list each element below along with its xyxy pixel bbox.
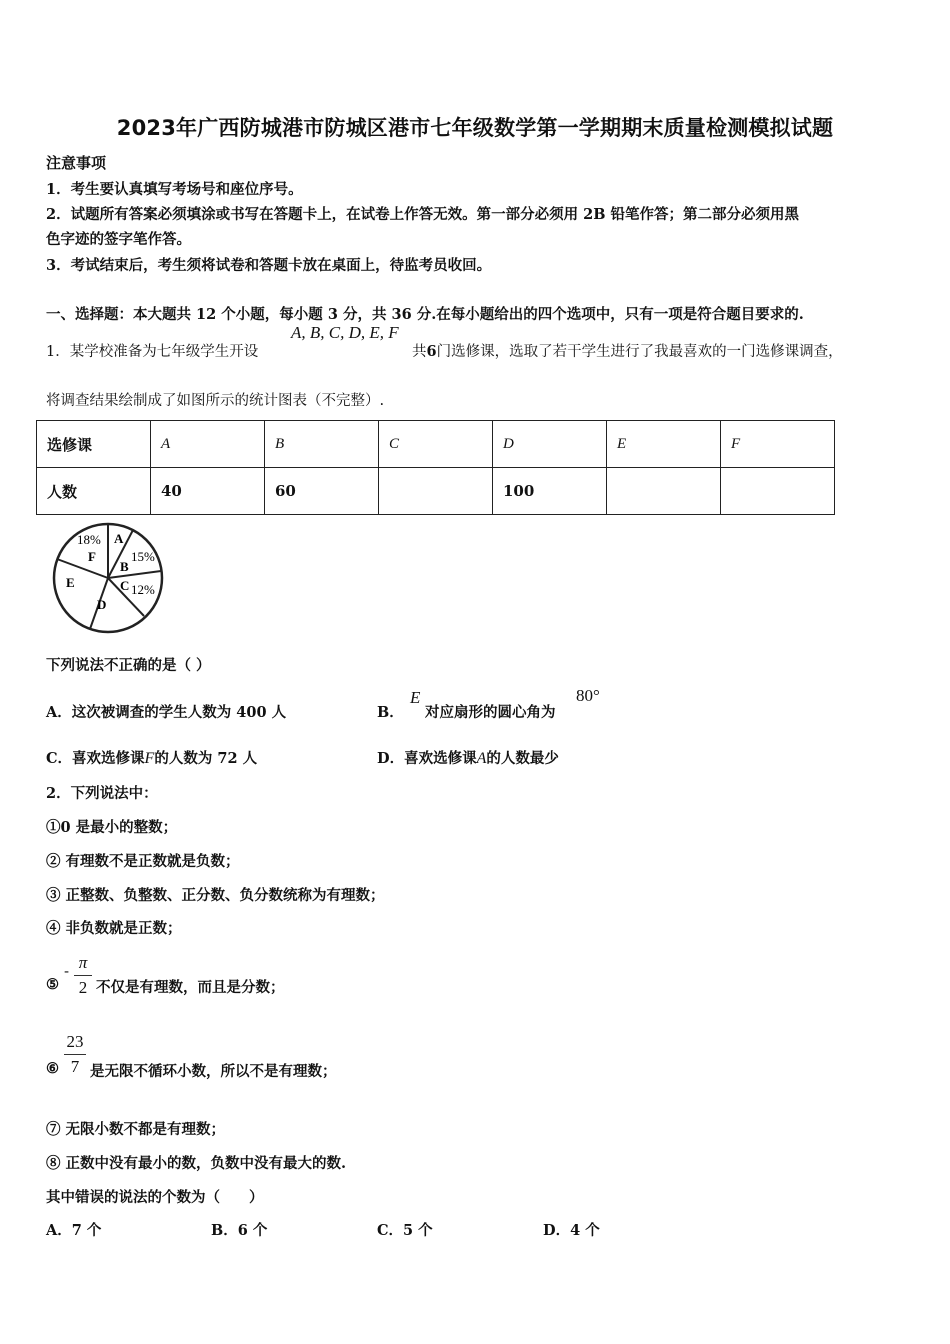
q1-option-b-value: 80°: [576, 686, 600, 705]
table-cell: [607, 468, 721, 515]
page-title: 2023年广西防城港市防城区港市七年级数学第一学期期末质量检测模拟试题: [116, 116, 834, 140]
pie-label-a: A: [114, 531, 124, 546]
fraction-numerator: 23: [66, 1032, 84, 1051]
fraction-denominator: 2: [78, 978, 88, 997]
q2-statement: ④ 非负数就是正数；: [46, 920, 182, 937]
fraction-numerator: π: [78, 953, 88, 972]
section-heading: 一、选择题：本大题共 12 个小题，每小题 3 分，共 36 分.在每小题给出的四个选项中，只有一项是符合题目要求的.: [46, 306, 804, 323]
q1-option-b-label: B．: [377, 704, 404, 721]
q1-suffix-a: 共: [412, 344, 427, 360]
table-cell: 60: [265, 468, 379, 515]
q1-option-c-var: F: [144, 750, 155, 767]
q1-option-d-pre: D．喜欢选修课: [377, 750, 477, 767]
q2-option-b: B．6 个: [211, 1222, 268, 1239]
table-cell: 100: [493, 468, 607, 515]
q1-option-b-text: 对应扇形的圆心角为: [425, 704, 556, 721]
table-cell: F: [721, 421, 835, 468]
notice-heading: 注意事项: [46, 154, 107, 172]
q1-option-c: [46, 747, 257, 768]
notice-item: 2．试题所有答案必须填涂或书写在答题卡上，在试卷上作答无效。第一部分必须用 2B 铅笔作答；第二部分必须用黑: [46, 206, 800, 223]
pie-label-e: E: [66, 575, 75, 590]
q1-option-d-post: 的人数最少: [486, 750, 559, 767]
pie-label-d: D: [97, 597, 107, 612]
q2-statement: ⑦ 无限小数不都是有理数；: [46, 1121, 226, 1138]
q2-stem: 其中错误的说法的个数为（ ）: [46, 1189, 264, 1206]
table-header: 选修课: [37, 421, 151, 468]
table-cell: C: [379, 421, 493, 468]
q1-stem: 下列说法不正确的是（ ）: [46, 657, 211, 674]
table-cell: B: [265, 421, 379, 468]
q2-s6-num: ⑥: [46, 1060, 59, 1077]
fraction-bar: [74, 975, 92, 976]
q2-statement: ⑧ 正数中没有最小的数，负数中没有最大的数.: [46, 1155, 347, 1172]
course-table: [36, 420, 835, 515]
pie-chart: [44, 516, 174, 634]
table-cell: E: [607, 421, 721, 468]
notice-item: 3．考试结束后，考生须将试卷和答题卡放在桌面上，待监考员收回。: [46, 257, 492, 274]
q1-option-d: [377, 747, 559, 768]
q2-s5-fraction: [74, 953, 92, 998]
q1-courses-math: A, B, C, D, E, F: [291, 323, 399, 342]
q2-option-a: A．7 个: [46, 1222, 102, 1239]
table-row: [37, 421, 835, 468]
q2-s6-text: 是无限不循环小数，所以不是有理数；: [90, 1063, 337, 1080]
q2-statement: ② 有理数不是正数就是负数；: [46, 853, 240, 870]
q1-prefix: 1．某学校准备为七年级学生开设: [46, 344, 259, 360]
pie-label-f: F: [88, 549, 96, 564]
q2-statement: ①0 是最小的整数；: [46, 819, 178, 836]
table-cell: [379, 468, 493, 515]
q2-heading: 2．下列说法中：: [46, 785, 158, 802]
q1-option-c-pre: C．喜欢选修课: [46, 750, 145, 767]
q1-suffix: [412, 340, 843, 361]
q2-option-d: D．4 个: [543, 1222, 600, 1239]
q1-count: 6: [426, 343, 437, 360]
fraction-denominator: 7: [70, 1057, 80, 1076]
table-row: [37, 468, 835, 515]
notice-item: 1．考生要认真填写考场号和座位序号。: [46, 181, 303, 198]
q2-s5-sign: -: [64, 962, 70, 980]
pie-pct-b: 15%: [131, 549, 155, 564]
notice-item: 色字迹的签字笔作答。: [46, 231, 191, 248]
fraction-bar: [64, 1054, 86, 1055]
q1-line2: 将调查结果绘制成了如图所示的统计图表（不完整）.: [46, 393, 385, 409]
q1-option-c-post: 的人数为 72 人: [154, 750, 258, 767]
q2-s5-num: ⑤: [46, 976, 59, 993]
table-cell: [721, 468, 835, 515]
table-header: 人数: [37, 468, 151, 515]
q2-option-c: C．5 个: [377, 1222, 433, 1239]
table-cell: D: [493, 421, 607, 468]
q2-statement: ③ 正整数、负整数、正分数、负分数统称为有理数；: [46, 887, 385, 904]
pie-label-c: C: [120, 578, 130, 593]
q1-option-b-var: E: [410, 688, 421, 707]
pie-pct-f: 18%: [77, 532, 101, 547]
table-cell: 40: [151, 468, 265, 515]
q1-suffix-b: 门选修课，选取了若干学生进行了我最喜欢的一门选修课调查，: [436, 344, 843, 360]
q1-option-a: A．这次被调查的学生人数为 400 人: [46, 704, 287, 721]
q1-option-d-var: A: [476, 750, 487, 767]
q2-s6-fraction: [64, 1032, 86, 1077]
pie-label-b: B: [120, 559, 129, 574]
q2-s5-text: 不仅是有理数，而且是分数；: [96, 979, 285, 996]
table-cell: A: [151, 421, 265, 468]
pie-pct-c: 12%: [131, 582, 155, 597]
